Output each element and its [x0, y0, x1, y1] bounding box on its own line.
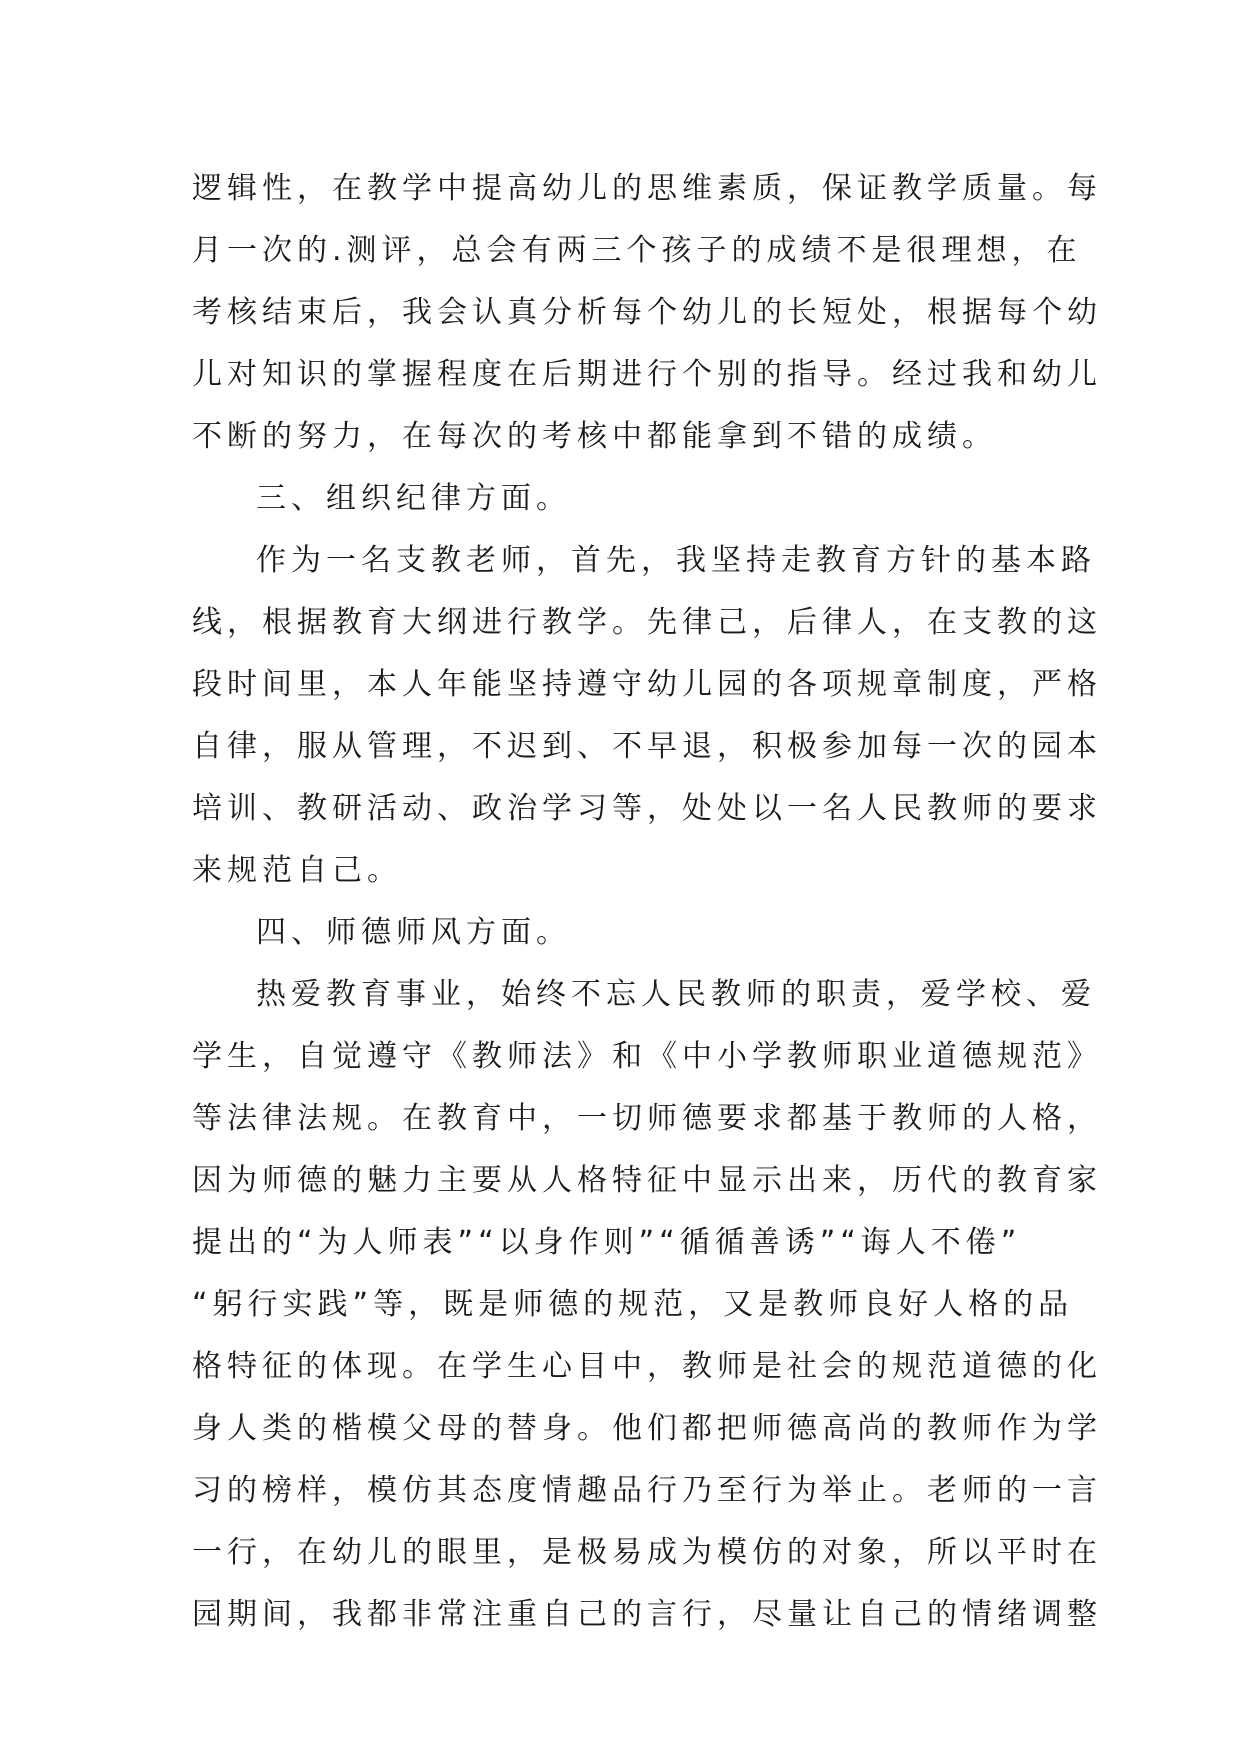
- text-line: 月一次的.测评，总会有两三个孩子的成绩不是很理想，在: [192, 233, 1082, 268]
- text-line: 因为师德的魅力主要从人格特征中显示出来，历代的教育家: [192, 1163, 1102, 1198]
- text-line: 学生，自觉遵守《教师法》和《中小学教师职业道德规范》: [192, 1039, 1102, 1074]
- text-line: 格特征的体现。在学生心目中，教师是社会的规范道德的化: [192, 1349, 1102, 1384]
- text-line: 作为一名支教老师，首先，我坚持走教育方针的基本路: [256, 543, 1096, 578]
- text-line: 热爱教育事业，始终不忘人民教师的职责，爱学校、爱: [256, 977, 1096, 1012]
- text-line: 一行，在幼儿的眼里，是极易成为模仿的对象，所以平时在: [192, 1535, 1102, 1570]
- text-line: 儿对知识的掌握程度在后期进行个别的指导。经过我和幼儿: [192, 357, 1102, 392]
- text-line: “躬行实践”等，既是师德的规范，又是教师良好人格的品: [192, 1287, 1074, 1322]
- text-line: 段时间里，本人年能坚持遵守幼儿园的各项规章制度，严格: [192, 667, 1102, 702]
- text-line: 考核结束后，我会认真分析每个幼儿的长短处，根据每个幼: [192, 295, 1102, 330]
- text-line: 四、师德师风方面。: [256, 915, 571, 950]
- text-line: 三、组织纪律方面。: [256, 481, 571, 516]
- text-line: 等法律法规。在教育中，一切师德要求都基于教师的人格，: [192, 1101, 1102, 1136]
- text-line: 来规范自己。: [192, 853, 402, 888]
- text-line: 园期间，我都非常注重自己的言行，尽量让自己的情绪调整: [192, 1597, 1102, 1632]
- text-line: 习的榜样，模仿其态度情趣品行乃至行为举止。老师的一言: [192, 1473, 1102, 1508]
- text-line: 不断的努力，在每次的考核中都能拿到不错的成绩。: [192, 419, 997, 454]
- document-body-text: [192, 158, 1102, 1646]
- text-line: 自律，服从管理，不迟到、不早退，积极参加每一次的园本: [192, 729, 1102, 764]
- text-line: 提出的“为人师表”“以身作则”“循循善诱”“诲人不倦”: [192, 1225, 1022, 1260]
- text-line: 逻辑性，在教学中提高幼儿的思维素质，保证教学质量。每: [192, 171, 1102, 206]
- text-line: 培训、教研活动、政治学习等，处处以一名人民教师的要求: [192, 791, 1102, 826]
- text-line: 身人类的楷模父母的替身。他们都把师德高尚的教师作为学: [192, 1411, 1102, 1446]
- text-line: 线，根据教育大纲进行教学。先律己，后律人，在支教的这: [192, 605, 1102, 640]
